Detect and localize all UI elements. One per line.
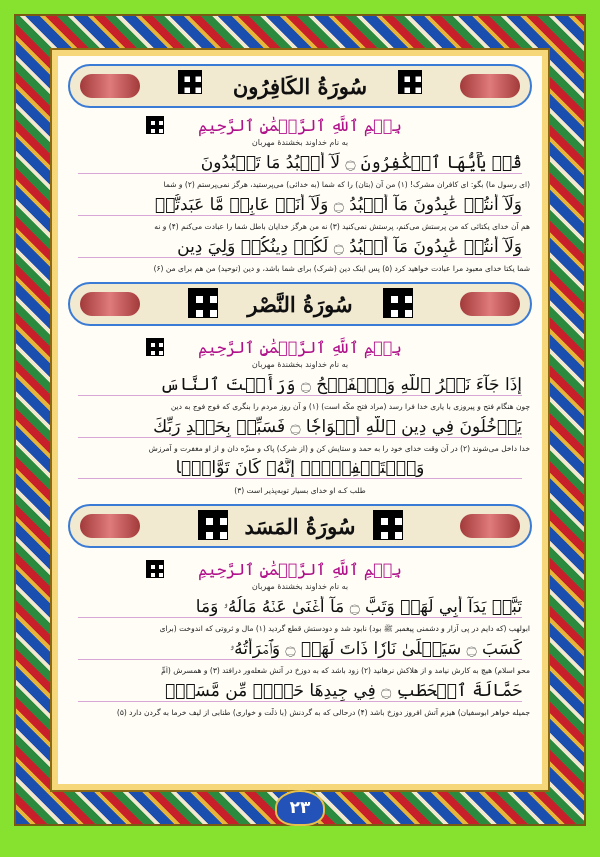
qr-code-icon[interactable] [398, 70, 422, 94]
surah-title: سُورَةُ النَّصْر [247, 291, 353, 317]
translation-line: خدا داخل می‌شوند (۲) در آن وقت خدای خود را به حمد و ستایش کن و (از شرک) پاک و منزّه دان و از او مغفرت و آمرزش [148, 444, 530, 453]
ayah-line: وَٱسۡتَغۡفِرۡهُۚ إِنَّهُۥ كَانَ تَوَّابَۢا [78, 458, 522, 479]
ayah-line: كَسَبَ ۝ سَيَصۡلَىٰ نَارٗا ذَاتَ لَهَبٖ ۝ وَٱمۡرَأَتُهُۥ [78, 638, 522, 660]
ornament-icon [460, 74, 520, 98]
translation-line: طلب کـه او خدای بسیار توبه‌پذیر است (۳) [234, 486, 366, 495]
ayah-line: إِذَا جَآءَ نَصۡرُ ٱللَّهِ وَٱلۡفَتۡحُ ۝ وَرَأَيۡتَ ٱلنَّاسَ [78, 374, 522, 396]
surah-header-nasr [68, 282, 532, 326]
ayah-line: حَمَّالَةَ ٱلۡحَطَبِ ۝ فِي جِيدِهَا حَبۡلٞ مِّن مَّسَدِۭ [78, 680, 522, 702]
translation-line: جمیله خواهر ابوسفیان) هیزم آتش افروز دوزخ باشد (۴) درحالی که به گردنش (با ذلّت و خواری) طنابی از لیف خرما به گردن دارد (۵) [116, 708, 530, 717]
translation-line: چون هنگام فتح و پیروزی با یاری خدا فرا رسد (مراد فتح مکّه است) (۱) و آن روز مردم را بنگری که فوج فوج به دین [170, 402, 530, 411]
translation-line: ابولهب (که دایم در پی آزار و دشمنی پیغمبر ﷺ بود) نابود شد و دودستش قطع گردید (۱) مال و ثروتی که اندوخت (برای [159, 624, 530, 633]
surah-title: سُورَةُ المَسَد [244, 513, 356, 539]
translation-line: (ای رسول ما) بگو: ای کافران مشرک! (۱) من آن (بتان) را که شما (به خدائی) می‌پرستید، هرگز نمی‌پرستم (۲) و شما [163, 180, 530, 189]
page-content [58, 56, 542, 784]
ornament-icon [460, 514, 520, 538]
ornament-icon [80, 514, 140, 538]
basmala-translation: به نام خداوند بخشندهٔ مهربان [251, 360, 349, 369]
translation-line: هم آن خدای یکتائی که من پرستش می‌کنم، پرستش نمی‌کنید (۳) نه من هرگز خدایان باطل شما را عبادت می‌کنم (۴) و نه [154, 222, 530, 231]
qr-code-icon[interactable] [383, 288, 413, 318]
basmala: بِسۡمِ ٱللَّهِ ٱلرَّحۡمَٰنِ ٱلرَّحِيمِ [198, 338, 402, 357]
ornament-icon [460, 292, 520, 316]
qr-code-icon[interactable] [146, 338, 164, 356]
page-number: ۲۳ [275, 790, 325, 826]
qr-code-icon[interactable] [198, 510, 228, 540]
ayah-line: قُلۡ يَٰٓأَيُّهَا ٱلۡكَٰفِرُونَ ۝ لَآ أَعۡبُدُ مَا تَعۡبُدُونَ [78, 152, 522, 174]
basmala: بِسۡمِ ٱللَّهِ ٱلرَّحۡمَٰنِ ٱلرَّحِيمِ [198, 560, 402, 579]
ayah-line: تَبَّتۡ يَدَآ أَبِي لَهَبٖ وَتَبَّ ۝ مَآ أَغۡنَىٰ عَنۡهُ مَالُهُۥ وَمَا [78, 596, 522, 618]
qr-code-icon[interactable] [373, 510, 403, 540]
qr-code-icon[interactable] [178, 70, 202, 94]
translation-line: شما یکتا خدای معبود مرا عبادت خواهید کرد (۵) پس اینک دین (شرک) برای شما باشد، و دین (توحید) من هم برای من (۶) [153, 264, 530, 273]
ornament-icon [80, 292, 140, 316]
surah-header-masad [68, 504, 532, 548]
ornament-icon [80, 74, 140, 98]
translation-line: محو اسلام) هیچ به کارش نیامد و از هلاکش نرهانید (۲) زود باشد که به دوزخ در آتش شعله‌ور درافتد (۳) و همسرش (اُمِّ [161, 666, 530, 675]
basmala-translation: به نام خداوند بخشندهٔ مهربان [251, 138, 349, 147]
qr-code-icon[interactable] [146, 560, 164, 578]
ayah-line: يَدۡخُلُونَ فِي دِينِ ٱللَّهِ أَفۡوَاجٗا ۝ فَسَبِّحۡ بِحَمۡدِ رَبِّكَ [78, 416, 522, 438]
qr-code-icon[interactable] [146, 116, 164, 134]
basmala: بِسۡمِ ٱللَّهِ ٱلرَّحۡمَٰنِ ٱلرَّحِيمِ [198, 116, 402, 135]
ayah-line: وَلَآ أَنتُمۡ عَٰبِدُونَ مَآ أَعۡبُدُ ۝ لَكُمۡ دِينُكُمۡ وَلِيَ دِينِ [78, 236, 522, 258]
basmala-translation: به نام خداوند بخشندهٔ مهربان [251, 582, 349, 591]
surah-header-kafirun [68, 64, 532, 108]
qr-code-icon[interactable] [188, 288, 218, 318]
ayah-line: وَلَآ أَنتُمۡ عَٰبِدُونَ مَآ أَعۡبُدُ ۝ وَلَآ أَنَا۠ عَابِدٞ مَّا عَبَدتُّمۡ [78, 194, 522, 216]
surah-title: سُورَةُ الكَافِرُون [232, 73, 368, 99]
